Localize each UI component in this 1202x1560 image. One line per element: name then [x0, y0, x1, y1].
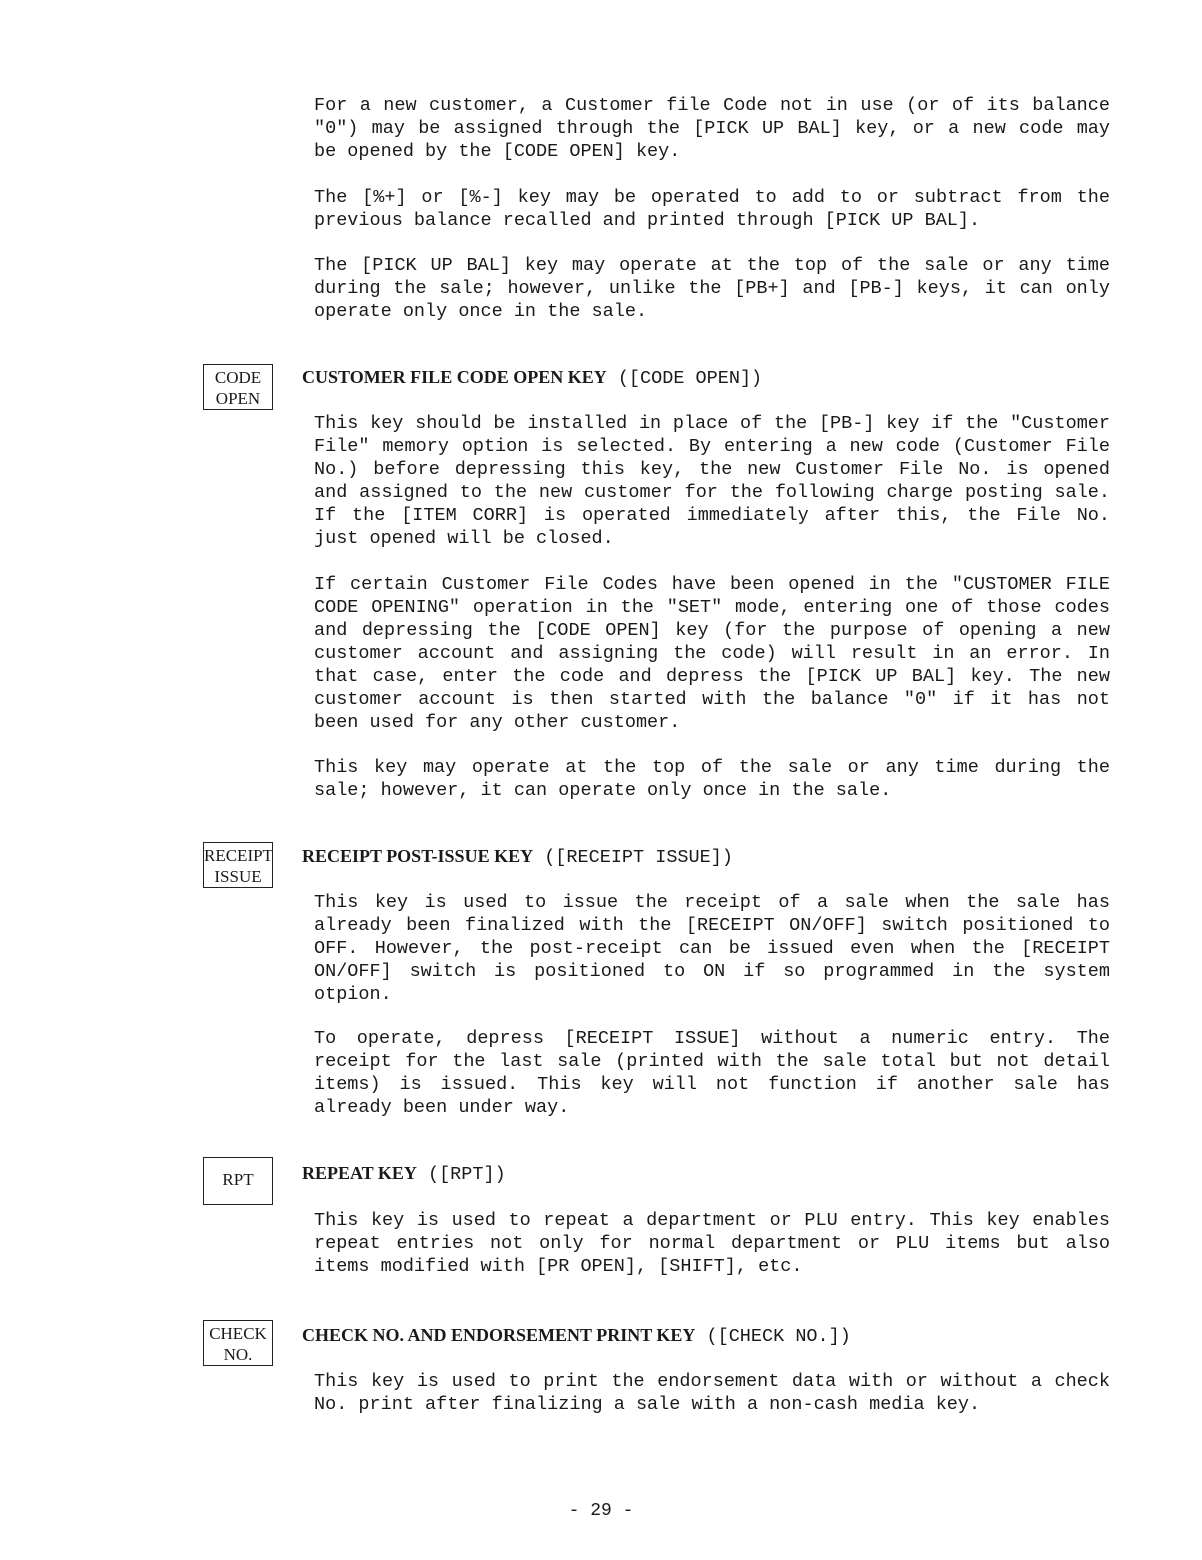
- section-key-ref: ([RECEIPT ISSUE]): [544, 847, 733, 868]
- section-key-ref: ([CODE OPEN]): [617, 368, 763, 389]
- key-label-line: ISSUE: [214, 867, 262, 886]
- section-title: RECEIPT POST-ISSUE KEY: [302, 846, 534, 866]
- rpt-key-box: [203, 1157, 273, 1205]
- section-heading-check-no: [302, 1324, 851, 1348]
- section-heading-receipt-issue: [302, 845, 733, 869]
- key-label-line: NO.: [223, 1345, 253, 1364]
- section-title: CHECK NO. AND ENDORSEMENT PRINT KEY: [302, 1325, 696, 1345]
- section-title: CUSTOMER FILE CODE OPEN KEY: [302, 367, 607, 387]
- receipt-issue-paragraph-1: This key is used to issue the receipt of a sale when the sale has already been finalized with the [RECEIPT ON/OFF] switch positioned to OFF. However, the post-receipt can be issued even when the [RECEIPT ON/OFF] switch is positioned to ON if so programmed in the system otpion.: [314, 892, 1110, 1005]
- page-number: - 29 -: [568, 1501, 634, 1521]
- key-label-line: CHECK: [209, 1324, 267, 1343]
- intro-paragraph-3: The [PICK UP BAL] key may operate at the top of the sale or any time during the sale; however, unlike the [PB+] and [PB-] keys, it can only operate only once in the sale.: [314, 255, 1110, 322]
- code-open-paragraph-1: This key should be installed in place of the [PB-] key if the "Customer File" memory option is selected. By entering a new code (Customer File No.) before depressing this key, the new Customer File No. is opened and assigned to the new customer for the following charge posting sale. If the [ITEM CORR] is operated immediately after this, the File No. just opened will be closed.: [314, 413, 1110, 549]
- section-title: REPEAT KEY: [302, 1163, 417, 1183]
- section-heading-repeat: [302, 1162, 506, 1186]
- section-key-ref: ([RPT]): [427, 1164, 506, 1185]
- intro-paragraph-2: The [%+] or [%-] key may be operated to add to or subtract from the previous balance recalled and printed through [PICK UP BAL].: [314, 187, 1110, 231]
- check-no-paragraph-1: This key is used to print the endorsement data with or without a check No. print after finalizing a sale with a non-cash media key.: [314, 1371, 1110, 1415]
- code-open-paragraph-3: This key may operate at the top of the sale or any time during the sale; however, it can operate only once in the sale.: [314, 757, 1110, 801]
- repeat-paragraph-1: This key is used to repeat a department or PLU entry. This key enables repeat entries not only for normal department or PLU items but also items modified with [PR OPEN], [SHIFT], etc.: [314, 1210, 1110, 1277]
- receipt-issue-key-box: [203, 842, 273, 888]
- key-label-line: RECEIPT: [204, 846, 273, 865]
- section-heading-code-open: [302, 366, 762, 390]
- receipt-issue-paragraph-2: To operate, depress [RECEIPT ISSUE] without a numeric entry. The receipt for the last sale (printed with the sale total but not detail items) is issued. This key will not function if another sale has already been under way.: [314, 1028, 1110, 1118]
- check-no-key-box: [203, 1320, 273, 1366]
- key-label-line: RPT: [222, 1170, 254, 1189]
- code-open-paragraph-2: If certain Customer File Codes have been opened in the "CUSTOMER FILE CODE OPENING" operation in the "SET" mode, entering one of those codes and depressing the [CODE OPEN] key (for the purpose of opening a new customer account and assigning the code) will result in an error. In that case, enter the code and depress the [PICK UP BAL] key. The new customer account is then started with the balance "0" if it has not been used for any other customer.: [314, 574, 1110, 733]
- key-label-line: OPEN: [215, 389, 261, 408]
- intro-paragraph-1: For a new customer, a Customer file Code not in use (or of its balance "0") may be assigned through the [PICK UP BAL] key, or a new code may be opened by the [CODE OPEN] key.: [314, 95, 1110, 162]
- code-open-key-box: [203, 364, 273, 410]
- key-label-line: CODE: [214, 368, 262, 387]
- section-key-ref: ([CHECK NO.]): [706, 1326, 851, 1347]
